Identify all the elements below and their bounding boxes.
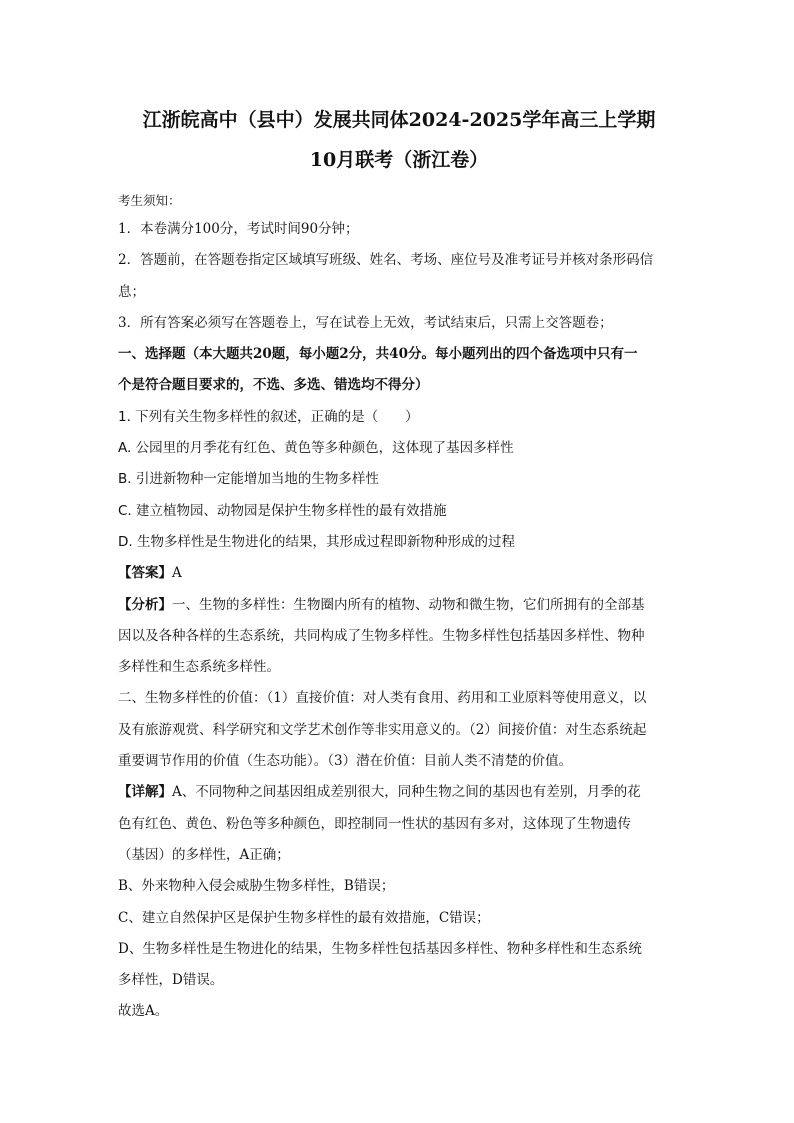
analysis-line-5: 及有旅游观赏、科学研究和文学艺术创作等非实用意义的。（2）间接价值：对生态系统起 [118,721,647,738]
detail-line-2: 色有红色、黄色、粉色等多种颜色，即控制同一性状的基因有多对，这体现了生物遗传 [118,815,631,832]
document-title-line-2: 10月联考（浙江卷） [309,149,489,171]
analysis-line-3: 多样性和生态系统多样性。 [118,659,280,676]
detail-line-6: D、生物多样性是生物进化的结果，生物多样性包括基因多样性、物种多样性和生态系统 [118,940,642,957]
option-c: C. 建立植物园、动物园是保护生物多样性的最有效措施 [118,502,447,519]
section-heading-continued: 个是符合题目要求的，不选、多选、错选均不得分） [118,377,429,394]
option-b: B. 引进新物种一定能增加当地的生物多样性 [118,471,379,488]
detail-line-1 [118,777,680,808]
document-page [118,100,680,1028]
answer-tag: 【答案】 [118,565,172,582]
detail-line-4: B、外来物种入侵会威胁生物多样性，B错误； [118,878,395,895]
detail-line-3: （基因）的多样性，A正确； [118,846,290,863]
section-heading: 一、选择题（本大题共20题，每小题2分，共40分。每小题列出的四个备选项中只有一 [118,346,638,363]
answer-value: A [172,565,182,582]
detail-line-5: C、建立自然保护区是保护生物多样性的最有效措施，C错误； [118,909,490,926]
analysis-line-2: 因以及各种各样的生态系统，共同构成了生物多样性。生物多样性包括基因多样性、物种 [118,627,645,644]
question-stem: 1. 下列有关生物多样性的叙述，正确的是（ ） [118,408,419,425]
option-d: D. 生物多样性是生物进化的结果，其形成过程即新物种形成的过程 [118,533,515,550]
detail-tag: 【详解】 [118,784,172,801]
analysis-line-6: 重要调节作用的价值（生态功能）。（3）潜在价值：目前人类不清楚的价值。 [118,753,573,770]
notice-heading: 考生须知： [118,193,181,208]
analysis-tag: 【分析】 [118,596,172,613]
option-a: A. 公园里的月季花有红色、黄色等多种颜色，这体现了基因多样性 [118,440,514,457]
notice-item-2-continued: 息； [118,283,145,300]
detail-line-8: 故选A。 [118,1003,169,1020]
analysis-line-1 [118,590,680,621]
detail-line-7: 多样性，D错误。 [118,972,224,989]
document-title-line-1: 江浙皖高中（县中）发展共同体2024-2025学年高三上学期 [142,109,656,131]
analysis-text-1: 一、生物的多样性：生物圈内所有的植物、动物和微生物，它们所拥有的全部基 [172,596,645,613]
answer-line [118,558,680,589]
notice-item-3: 3．所有答案必须写在答题卷上，写在试卷上无效，考试结束后，只需上交答题卷； [118,314,613,331]
analysis-line-4: 二、生物多样性的价值：（1）直接价值：对人类有食用、药用和工业原料等使用意义，以 [118,690,647,707]
notice-item-1: 1．本卷满分100分，考试时间90分钟； [118,221,359,237]
detail-text-1: A、不同物种之间基因组成差别很大，同种生物之间的基因也有差别，月季的花 [172,784,641,801]
notice-item-2: 2．答题前，在答题卷指定区域填写班级、姓名、考场、座位号及准考证号并核对条形码信 [118,252,654,269]
